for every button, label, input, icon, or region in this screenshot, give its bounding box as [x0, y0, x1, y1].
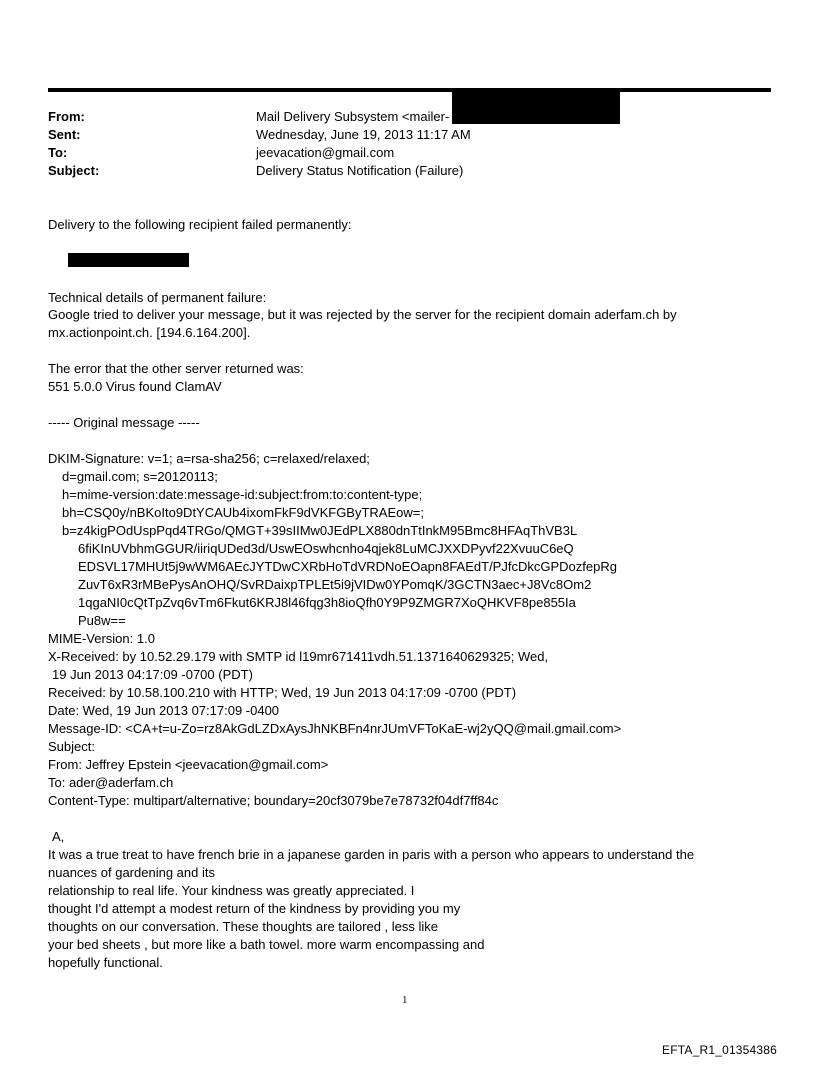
- letter-line: your bed sheets , but more like a bath towel. more warm encompassing and: [48, 937, 485, 952]
- original-message-divider: ----- Original message -----: [48, 415, 200, 430]
- to-value: jeevacation@gmail.com: [256, 145, 395, 160]
- error-line: 551 5.0.0 Virus found ClamAV: [48, 379, 222, 394]
- letter-line: It was a true treat to have french brie in a japanese garden in paris with a person who appears to understand the: [48, 847, 695, 862]
- dkim-line: EDSVL17MHUt5j9wWM6AEcJYTDwCXRbHoTdVRDNoEOapn8FAEdT/PJfcDkcGPDozfepRg: [78, 559, 617, 574]
- letter-line: nuances of gardening and its: [48, 865, 215, 880]
- x-received-2: 19 Jun 2013 04:17:09 -0700 (PDT): [52, 667, 253, 682]
- header-rule: [48, 88, 771, 92]
- dkim-line: b=z4kigPOdUspPqd4TRGo/QMGT+39sIIMw0JEdPLX880dnTtInkM95Bmc8HFAqThVB3L: [62, 523, 578, 538]
- tech-line-2: mx.actionpoint.ch. [194.6.164.200].: [48, 325, 251, 340]
- letter-line: relationship to real life. Your kindness was greatly appreciated. I: [48, 883, 415, 898]
- dkim-line: d=gmail.com; s=20120113;: [62, 469, 218, 484]
- to-label: To:: [48, 145, 68, 160]
- dkim-line: DKIM-Signature: v=1; a=rsa-sha256; c=relaxed/relaxed;: [48, 451, 370, 466]
- document-id: EFTA_R1_01354386: [662, 1043, 778, 1057]
- to-header: To: ader@aderfam.ch: [48, 775, 174, 790]
- x-received-1: X-Received: by 10.52.29.179 with SMTP id l19mr671411vdh.51.1371640629325; Wed,: [48, 649, 549, 664]
- mime-version: MIME-Version: 1.0: [48, 631, 155, 646]
- sent-value: Wednesday, June 19, 2013 11:17 AM: [256, 127, 471, 142]
- dkim-line: ZuvT6xR3rMBePysAnOHQ/SvRDaixpTPLEt5i9jVIDw0YPomqK/3GCTN3aec+J8Vc8Om2: [78, 577, 592, 592]
- tech-title: Technical details of permanent failure:: [48, 290, 267, 305]
- page-number: 1: [402, 994, 408, 1006]
- date-header: Date: Wed, 19 Jun 2013 07:17:09 -0400: [48, 703, 280, 718]
- letter-line: thoughts on our conversation. These thoughts are tailored , less like: [48, 919, 438, 934]
- letter-line: hopefully functional.: [48, 955, 163, 970]
- dkim-line: h=mime-version:date:message-id:subject:from:to:content-type;: [62, 487, 423, 502]
- letter-line: thought I'd attempt a modest return of the kindness by providing you my: [48, 901, 461, 916]
- delivery-intro: Delivery to the following recipient failed permanently:: [48, 217, 352, 232]
- from-header: From: Jeffrey Epstein <jeevacation@gmail.com>: [48, 757, 329, 772]
- recipient-redaction: [68, 253, 189, 267]
- from-label: From:: [48, 109, 85, 124]
- message-id: Message-ID: <CA+t=u-Zo=rz8AkGdLZDxAysJhNKBFn4nrJUmVFToKaE-wj2yQQ@mail.gmail.com>: [48, 721, 622, 736]
- dkim-line: Pu8w==: [78, 613, 126, 628]
- subject-header: Subject:: [48, 739, 95, 754]
- error-title: The error that the other server returned was:: [48, 361, 304, 376]
- dkim-line: 1qgaNI0cQtTpZvq6vTm6Fkut6KRJ8l46fqg3h8ioQfh0Y9P9ZMGR7XoQHKVF8pe855Ia: [78, 595, 576, 610]
- sent-label: Sent:: [48, 127, 81, 142]
- subject-label: Subject:: [48, 163, 100, 178]
- dkim-line: bh=CSQ0y/nBKoIto9DtYCAUb4ixomFkF9dVKFGByTRAEow=;: [62, 505, 424, 520]
- tech-line-1: Google tried to deliver your message, but it was rejected by the server for the recipient domain aderfam.ch by: [48, 307, 677, 322]
- content-type: Content-Type: multipart/alternative; boundary=20cf3079be7e78732f04df7ff84c: [48, 793, 499, 808]
- redaction-box: [452, 92, 620, 124]
- subject-value: Delivery Status Notification (Failure): [256, 163, 464, 178]
- from-value: Mail Delivery Subsystem <mailer-: [256, 109, 450, 124]
- greeting: A,: [52, 829, 65, 844]
- dkim-line: 6fiKInUVbhmGGUR/iiriqUDed3d/UswEOswhcnho4qjek8LuMCJXXDPyvf22XvuuC6eQ: [78, 541, 574, 556]
- received: Received: by 10.58.100.210 with HTTP; Wed, 19 Jun 2013 04:17:09 -0700 (PDT): [48, 685, 517, 700]
